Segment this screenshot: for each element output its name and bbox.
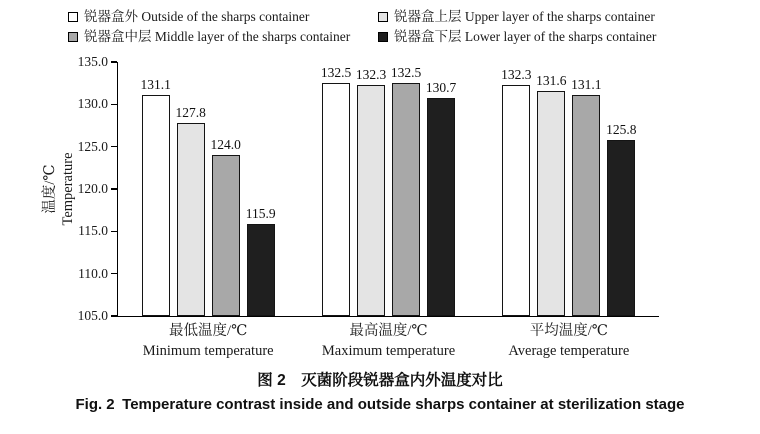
bar-value-label: 125.8: [606, 121, 637, 137]
bar-value-label: 115.9: [245, 205, 276, 221]
x-category-label: [297, 321, 481, 361]
bar-value-label: 124.0: [210, 137, 241, 153]
bar-value-label: 131.1: [140, 77, 171, 93]
x-category-label-en: Minimum temperature: [142, 343, 274, 359]
bar: [140, 77, 171, 316]
bar: [425, 80, 457, 316]
legend-label: 锐器盒外 Outside of the sharps container: [84, 9, 310, 24]
chart-legend: [68, 8, 656, 46]
bar: [536, 72, 567, 316]
y-tick-label: 105.0: [77, 308, 108, 323]
legend-label: 锐器盒下层 Lower layer of the sharps container: [394, 29, 657, 44]
bar-value-label: 131.1: [571, 77, 602, 93]
bar-group: [116, 62, 300, 359]
bar: [501, 66, 532, 316]
figure-caption-en: Fig. 2 Temperature contrast inside and outside sharps container at sterilization stage: [75, 396, 685, 413]
legend-label: 锐器盒中层 Middle layer of the sharps container: [84, 29, 351, 44]
bar: [210, 137, 241, 316]
bar: [320, 65, 352, 316]
legend-swatch-icon: [378, 32, 388, 42]
y-tick-label: 135.0: [77, 54, 108, 69]
x-category-label-en: Average temperature: [508, 343, 630, 359]
bar: [355, 66, 387, 316]
bar: [390, 65, 422, 316]
bar-value-label: 132.3: [501, 66, 532, 82]
bar: [175, 104, 206, 316]
x-category-label: [116, 321, 300, 361]
bar-group: [297, 62, 481, 359]
bar-value-label: 132.5: [390, 65, 422, 81]
y-tick-label: 110.0: [78, 265, 108, 281]
bar-group: [477, 62, 661, 359]
x-category-label-en: Maximum temperature: [321, 343, 456, 359]
y-tick-label: 130.0: [77, 96, 108, 112]
x-category-label-cn: 平均温度/℃: [529, 323, 608, 339]
bar: [245, 205, 276, 316]
bar-chart-plot-area: [42, 54, 659, 359]
legend-swatch-icon: [68, 32, 78, 42]
legend-item: [378, 8, 656, 26]
legend-swatch-icon: [68, 12, 78, 22]
bar-value-label: 131.6: [536, 72, 567, 88]
x-category-label: [477, 321, 661, 361]
y-axis-title-cn: 温度/℃: [42, 164, 58, 214]
y-tick-label: 120.0: [77, 181, 108, 196]
legend-item: [378, 28, 656, 46]
bar-value-label: 127.8: [175, 104, 206, 120]
y-axis-title-en: Temperature: [60, 152, 76, 226]
y-tick-label: 125.0: [77, 138, 108, 154]
figure-caption-cn: 图 2 灭菌阶段锐器盒内外温度对比: [257, 372, 503, 389]
legend-label: 锐器盒上层 Upper layer of the sharps container: [394, 9, 655, 24]
bar: [606, 121, 637, 316]
bar-value-label: 132.3: [355, 66, 387, 82]
legend-item: [68, 28, 378, 46]
figure-caption: [0, 369, 760, 417]
bar-value-label: 132.5: [320, 65, 352, 81]
y-tick-label: 115.0: [78, 223, 108, 239]
bar-value-label: 130.7: [425, 80, 457, 96]
x-category-label-cn: 最高温度/℃: [349, 323, 428, 339]
x-category-label-cn: 最低温度/℃: [169, 323, 248, 339]
legend-item: [68, 8, 378, 26]
bar: [571, 77, 602, 316]
legend-swatch-icon: [378, 12, 388, 22]
